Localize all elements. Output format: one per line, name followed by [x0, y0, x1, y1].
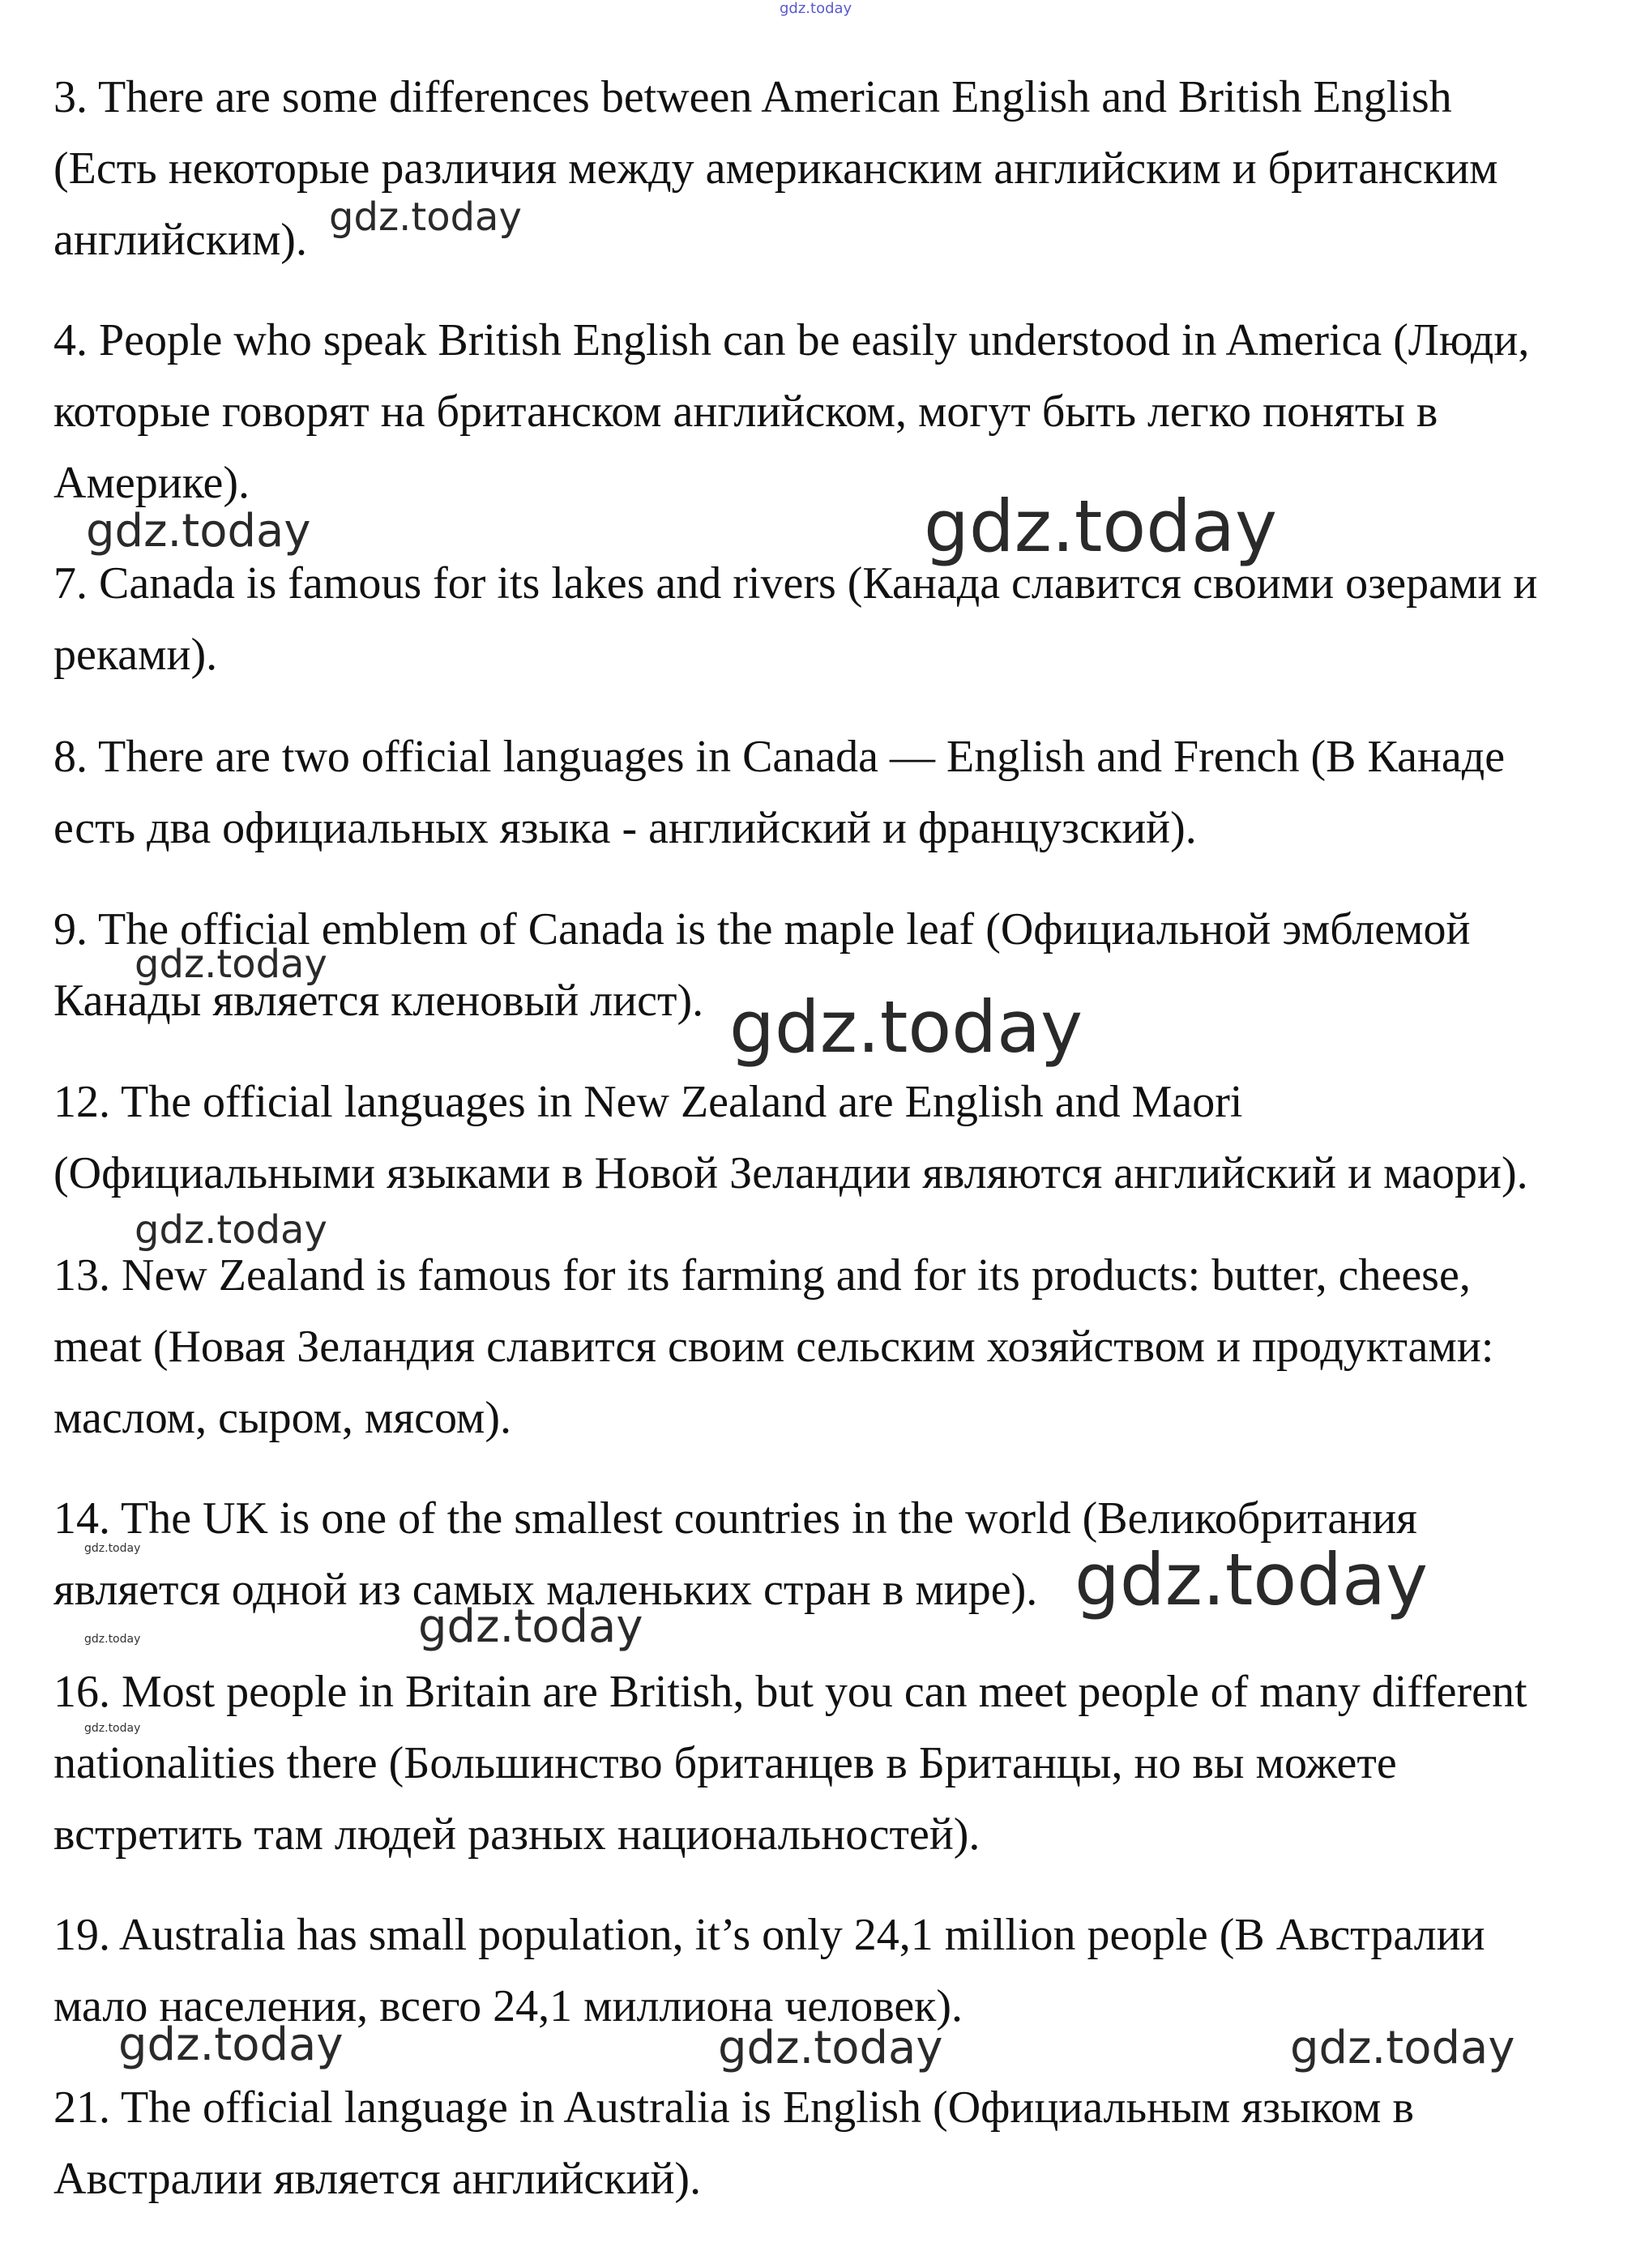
paragraph-line: которые говорят на британском английском, могут быть легко поняты в	[53, 387, 1438, 437]
paragraph-line: meat (Новая Зеландия славится своим сельским хозяйством и продуктами:	[53, 1322, 1494, 1372]
paragraph-line: 4. People who speak British English can be easily understood in America (Люди,	[53, 315, 1530, 365]
paragraph-line: 9. The official emblem of Canada is the maple leaf (Официальной эмблемой	[53, 904, 1471, 955]
paragraph-line: (Есть некоторые различия между американским английским и британским	[53, 143, 1498, 194]
paragraph-line: 12. The official languages in New Zealand are English and Maori	[53, 1077, 1243, 1127]
paragraph-line: мало населения, всего 24,1 миллиона человек).	[53, 1981, 963, 2031]
paragraph-line: 19. Australia has small population, it’s only 24,1 million people (В Австралии	[53, 1910, 1485, 1960]
watermark-top: gdz.today	[780, 0, 852, 17]
paragraph-line: английским).	[53, 215, 307, 265]
watermark: gdz.today	[118, 2018, 344, 2071]
watermark: gdz.today	[1290, 2022, 1515, 2074]
paragraph-item-3	[53, 62, 1609, 275]
paragraph-line: (Официальными языками в Новой Зеландии являются английский и маори).	[53, 1148, 1528, 1198]
paragraph-item-7	[53, 548, 1609, 690]
paragraph-item-8	[53, 721, 1609, 864]
watermark: gdz.today	[86, 505, 311, 557]
paragraph-line: 3. There are some differences between American English and British English	[53, 72, 1452, 122]
watermark: gdz.today	[84, 1722, 141, 1735]
watermark: gdz.today	[718, 2022, 943, 2074]
watermark: gdz.today	[729, 985, 1083, 1069]
paragraph-line: nationalities there (Большинство британцев в Британцы, но вы можете	[53, 1738, 1397, 1788]
watermark: gdz.today	[418, 1600, 643, 1653]
paragraph-line: 14. The UK is one of the smallest countries in the world (Великобритания	[53, 1493, 1417, 1544]
paragraph-line: 7. Canada is famous for its lakes and rivers (Канада славится своими озерами и	[53, 558, 1538, 609]
paragraph-item-13	[53, 1240, 1609, 1454]
paragraph-item-4	[53, 305, 1609, 519]
paragraph-line: 13. New Zealand is famous for its farming and for its products: butter, cheese,	[53, 1250, 1471, 1301]
watermark: gdz.today	[135, 1207, 327, 1253]
watermark: gdz.today	[329, 194, 522, 240]
watermark: gdz.today	[135, 942, 327, 987]
watermark: gdz.today	[84, 1633, 141, 1646]
paragraph-line: 16. Most people in Britain are British, but you can meet people of many different	[53, 1667, 1527, 1717]
paragraph-line: Америке).	[53, 458, 250, 508]
paragraph-item-21	[53, 2072, 1609, 2215]
paragraph-line: Канады является кленовый лист).	[53, 976, 704, 1026]
paragraph-line: реками).	[53, 630, 218, 680]
paragraph-line: 21. The official language in Australia is English (Официальным языком в	[53, 2082, 1414, 2133]
paragraph-line: Австралии является английский).	[53, 2154, 702, 2204]
watermark: gdz.today	[84, 1542, 141, 1555]
paragraph-line: есть два официальных языка - английский и французский).	[53, 803, 1197, 853]
paragraph-line: встретить там людей разных национальностей).	[53, 1809, 980, 1860]
watermark: gdz.today	[924, 485, 1278, 568]
paragraph-item-12	[53, 1066, 1609, 1209]
paragraph-line: маслом, сыром, мясом).	[53, 1393, 512, 1443]
paragraph-item-16	[53, 1656, 1609, 1870]
paragraph-line: 8. There are two official languages in Canada — English and French (В Канаде	[53, 732, 1506, 782]
paragraph-line: является одной из самых маленьких стран в мире).	[53, 1565, 1038, 1615]
watermark: gdz.today	[1074, 1538, 1429, 1621]
